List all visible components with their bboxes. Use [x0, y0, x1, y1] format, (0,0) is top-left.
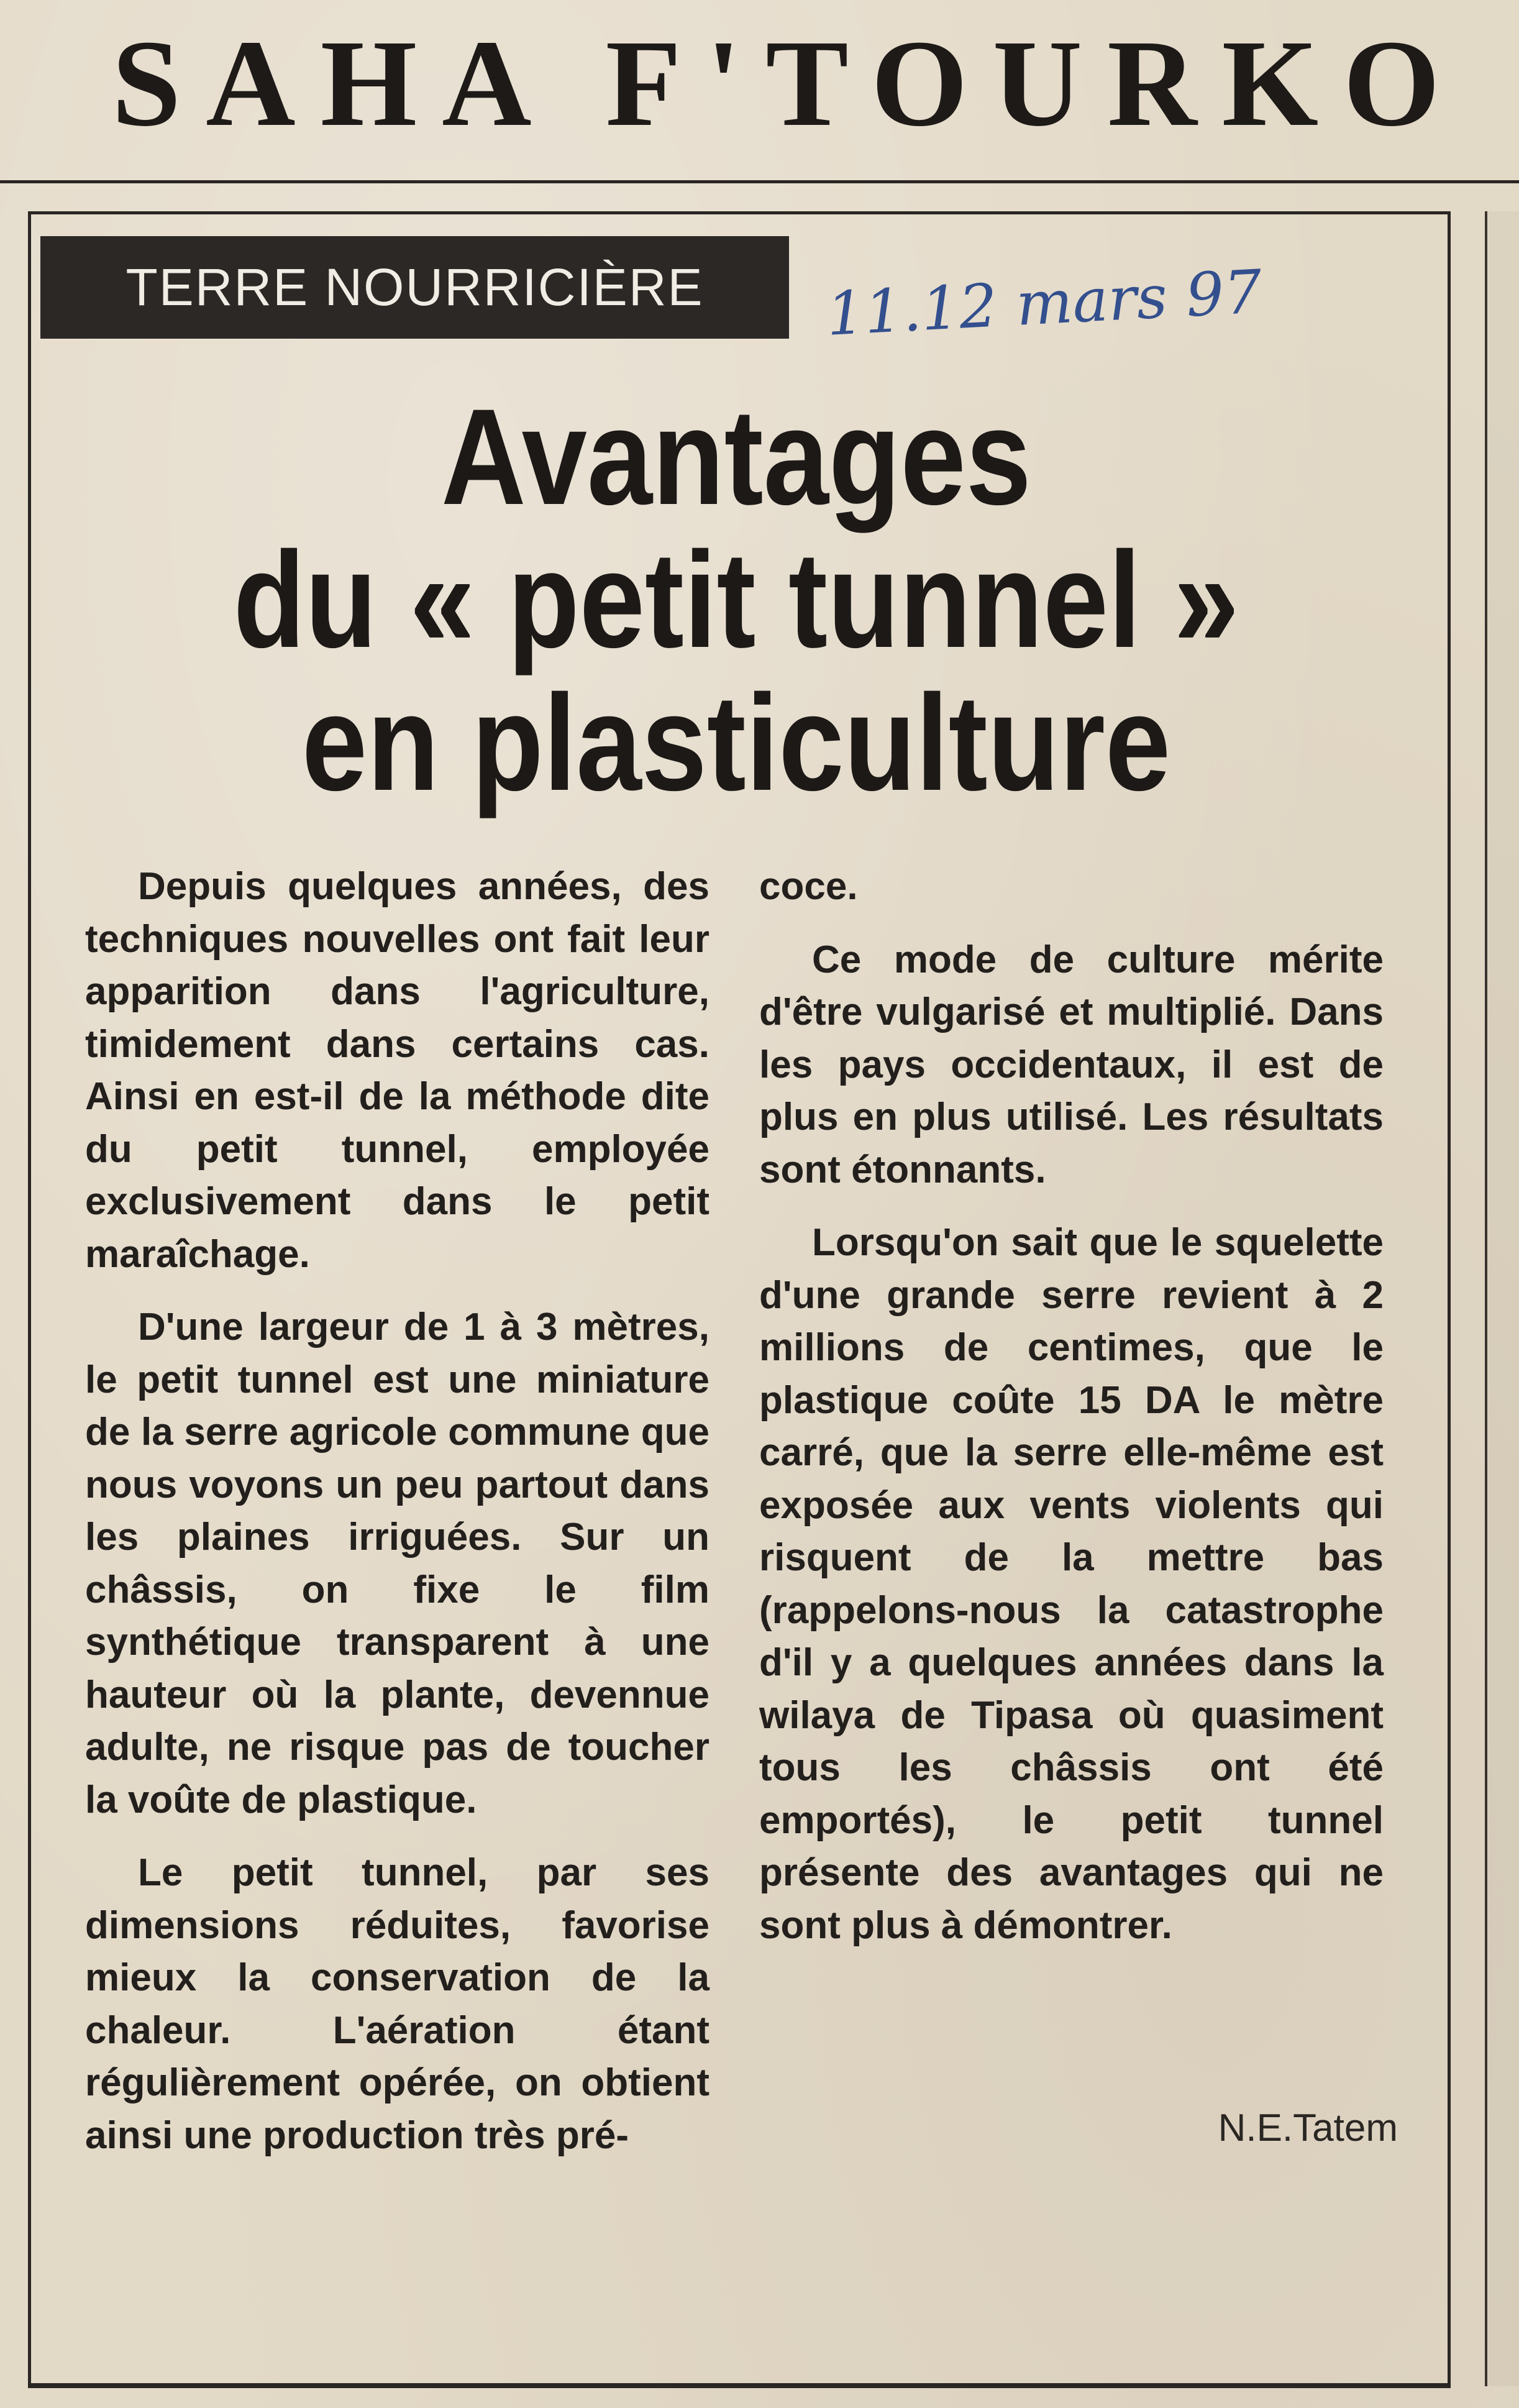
paragraph: D'une largeur de 1 à 3 mètres, le petit tunnel est une miniature de la serre agricole commune que nous voyons un peu partout dans les plaines irriguées. Sur un châssis, on fixe le film synthétique transparent à une hauteur où la plante, devennue adulte, ne risque pas de toucher la voûte de plastique.: [85, 1306, 709, 1821]
newspaper-masthead: SAHA F'TOURKO: [112, 15, 1465, 152]
bottom-rule: [28, 2386, 1451, 2388]
adjacent-column-edge: [1485, 211, 1519, 2386]
handwritten-date-annotation: 11.12 mars 97: [824, 257, 1264, 349]
article-column-left: [85, 861, 709, 2340]
paragraph-continuation: coce.: [759, 865, 858, 908]
paragraph: Lorsqu'on sait que le squelette d'une grande serre revient à 2 millions de centimes, que le plastique coûte 15 DA le mètre carré, que la serre elle-même est exposée aux vents violents qui risquent de la mettre bas (rappelons-nous la catastrophe d'il y a quelques années dans la wilaya de Tipasa où quasiment tous les châssis ont été emportés), le petit tunnel présente des avantages qui ne sont plus à démontrer.: [759, 1221, 1384, 1947]
paragraph: Ce mode de culture mérite d'être vulgarisé et multiplié. Dans les pays occidentaux, il est de plus en plus utilisé. Les résultats sont étonnants.: [759, 938, 1384, 1191]
author-byline: N.E.Tatem: [1218, 2107, 1398, 2149]
headline-line-2: du « petit tunnel »: [233, 523, 1239, 676]
masthead-rule: [0, 180, 1519, 183]
article-headline: [62, 380, 1410, 820]
paragraph: Le petit tunnel, par ses dimensions réduites, favorise mieux la conservation de la chaleur. L'aération étant régulièrement opérée, on obtient ainsi une production très pré-: [85, 1851, 709, 2157]
section-rubric: TERRE NOURRICIÈRE: [40, 236, 789, 339]
headline-line-3: en plasticulture: [301, 666, 1171, 819]
article-column-right: [759, 861, 1384, 2104]
paragraph: Depuis quelques années, des techniques nouvelles ont fait leur apparition dans l'agriculture, timidement dans certains cas. Ainsi en est-il de la méthode dite du petit tunnel, employée exclusivement dans le petit maraîchage.: [85, 865, 709, 1276]
headline-line-1: Avantages: [441, 380, 1031, 533]
